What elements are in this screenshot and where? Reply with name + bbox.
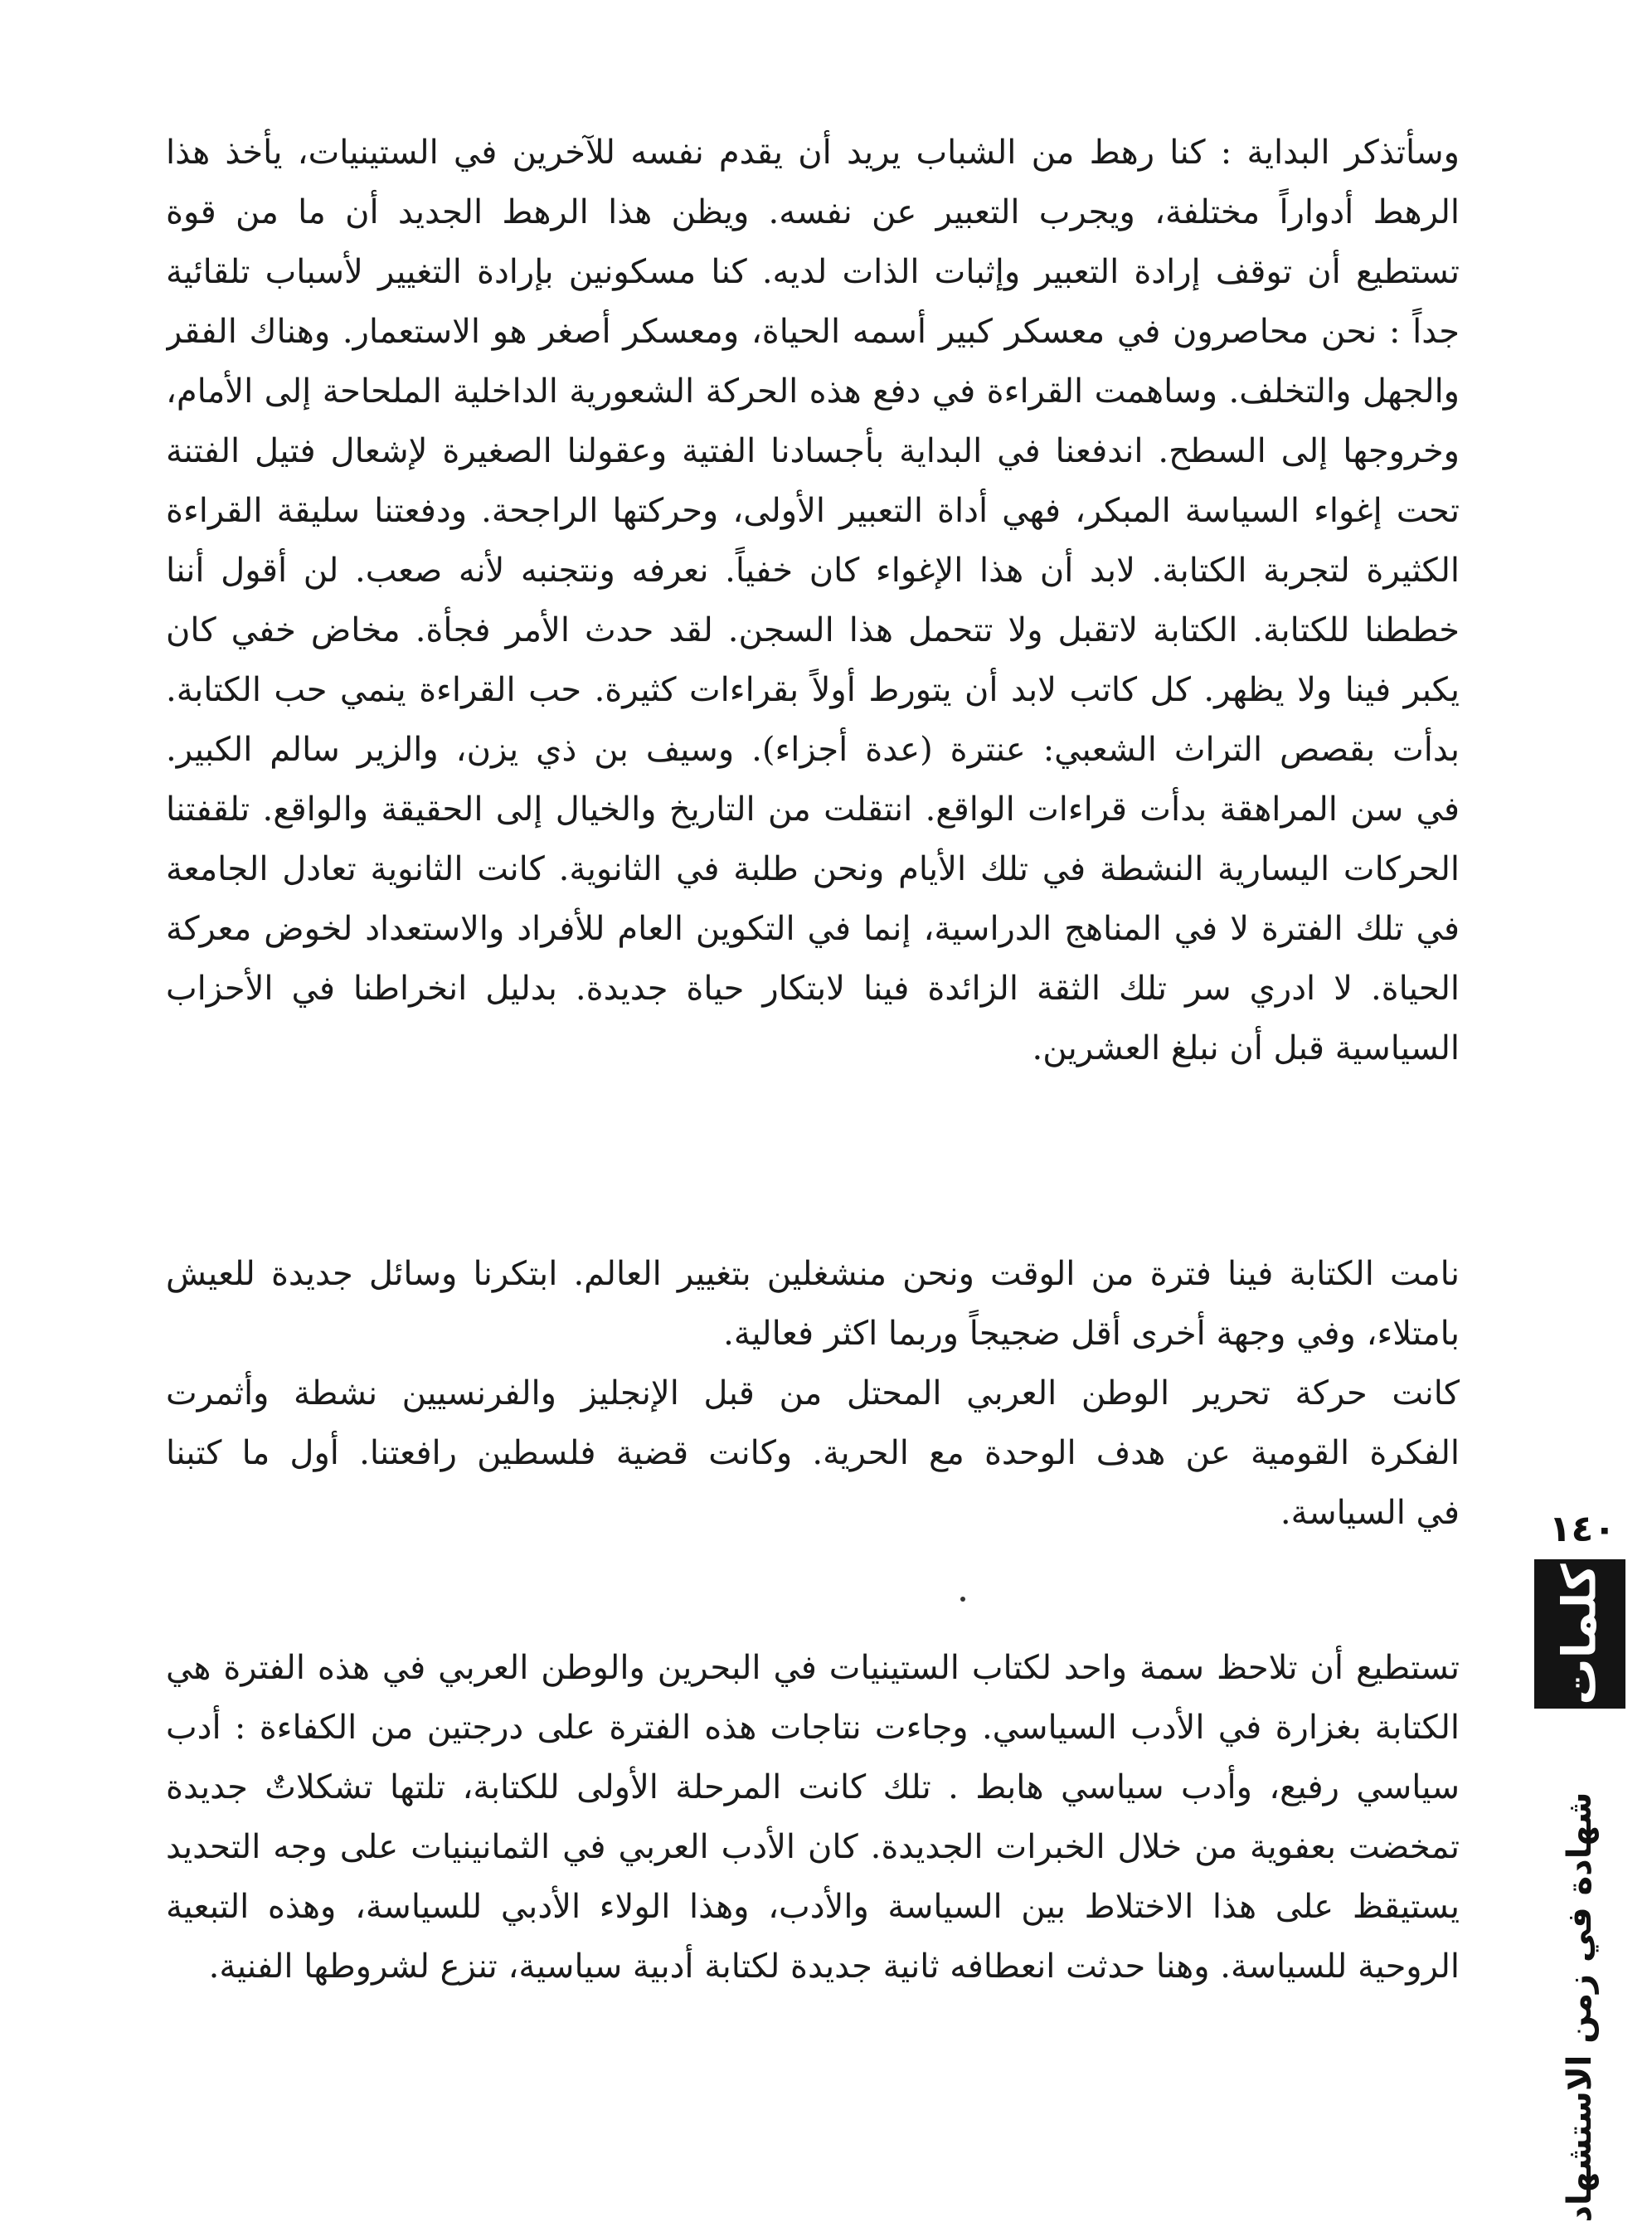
paragraph-1	[166, 123, 1460, 1078]
text-line: تستطيع أن توقف إرادة التعبير وإثبات الذات لديه. كنا مسكونين بإرادة التغيير لأسباب تلقائية	[166, 253, 1460, 291]
text-line: يستيقظ على هذا الاختلاط بين السياسة والأدب، وهذا الولاء الأدبي للسياسة، وهذه التبعية	[166, 1888, 1460, 1926]
text-line: الكثيرة لتجربة الكتابة. لابد أن هذا الإغواء كان خفياً. نعرفه ونتجنبه لأنه صعب. لن أقول أننا	[166, 552, 1460, 590]
text-line: نامت الكتابة فينا فترة من الوقت ونحن منشغلين بتغيير العالم. ابتكرنا وسائل جديدة للعيش	[166, 1255, 1460, 1293]
text-line: في السياسة.	[1280, 1494, 1460, 1532]
text-line: وسأتذكر البداية : كنا رهط من الشباب يريد أن يقدم نفسه للآخرين في الستينيات، يأخذ هذا	[166, 134, 1460, 172]
text-line: الروحية للسياسة. وهنا حدثت انعطافه ثانية جديدة لكتابة أدبية سياسية، تنزع لشروطها الفنية.	[208, 1947, 1460, 1986]
text-line: في تلك الفترة لا في المناهج الدراسية، إنما في التكوين العام للأفراد والاستعداد لخوض معركة	[166, 910, 1460, 948]
text-line: جداً : نحن محاصرون في معسكر كبير أسمه الحياة، ومعسكر أصغر هو الاستعمار. وهناك الفقر	[166, 313, 1460, 351]
text-line: الحركات اليسارية النشطة في تلك الأيام ونحن طلبة في الثانوية. كانت الثانوية تعادل الجامعة	[166, 850, 1460, 888]
text-line: السياسية قبل أن نبلغ العشرين.	[1032, 1029, 1460, 1067]
text-line: الرهط أدواراً مختلفة، ويجرب التعبير عن نفسه. ويظن هذا الرهط الجديد أن ما من قوة	[166, 193, 1460, 231]
paragraph-3	[166, 1638, 1460, 1996]
text-line: كانت حركة تحرير الوطن العربي المحتل من قبل الإنجليز والفرنسيين نشطة وأثمرت	[166, 1374, 1460, 1412]
text-line: يكبر فينا ولا يظهر. كل كاتب لابد أن يتورط أولاً بقراءات كثيرة. حب القراءة ينمي حب الكتابة.	[166, 671, 1460, 709]
text-line: الحياة. لا ادري سر تلك الثقة الزائدة فينا لابتكار حياة جديدة. بدليل انخراطنا في الأحزاب	[166, 970, 1460, 1008]
text-line: تحت إغواء السياسة المبكر، فهي أداة التعبير الأولى، وحركتها الراجحة. ودفعتنا سليقة القراءة	[166, 492, 1460, 530]
text-line: تمخضت بعفوية من خلال الخبرات الجديدة. كان الأدب العربي في الثمانينيات على وجه التحديد	[166, 1828, 1460, 1866]
ink-speck	[960, 1597, 965, 1602]
text-line: الفكرة القومية عن هدف الوحدة مع الحرية. وكانت قضية فلسطين رافعتنا. أول ما كتبنا	[166, 1434, 1460, 1472]
text-line: في سن المراهقة بدأت قراءات الواقع. انتقلت من التاريخ والخيال إلى الحقيقة والواقع. تلقفتنا	[166, 790, 1460, 829]
text-line: خططنا للكتابة. الكتابة لاتقبل ولا تتحمل هذا السجن. لقد حدث الأمر فجأة. مخاض خفي كان	[166, 611, 1460, 649]
text-line: بامتلاء، وفي وجهة أخرى أقل ضجيجاً وربما اكثر فعالية.	[723, 1315, 1460, 1353]
text-line: والجهل والتخلف. وساهمت القراءة في دفع هذه الحركة الشعورية الداخلية الملحاحة إلى الأمام،	[166, 372, 1460, 411]
text-line: سياسي رفيع، وأدب سياسي هابط . تلك كانت المرحلة الأولى للكتابة، تلتها تشكلاتٌ جديدة	[166, 1768, 1460, 1806]
text-line: وخروجها إلى السطح. اندفعنا في البداية بأجسادنا الفتية وعقولنا الصغيرة لإشعال فتيل الفتنة	[166, 432, 1460, 470]
section-subtitle-label: شهادة في زمن الاستشهاد	[1561, 1792, 1599, 2222]
text-line: بدأت بقصص التراث الشعبي: عنترة (عدة أجزاء). وسيف بن ذي يزن، والزير سالم الكبير.	[166, 731, 1460, 769]
page-number: ١٤٠	[1548, 1508, 1616, 1550]
section-tab	[1534, 1559, 1625, 1709]
text-line: الكتابة بغزارة في الأدب السياسي. وجاءت نتاجات هذه الفترة على درجتين من الكفاءة : أدب	[166, 1709, 1460, 1747]
text-line: تستطيع أن تلاحظ سمة واحد لكتاب الستينيات في البحرين والوطن العربي في هذه الفترة هي	[166, 1649, 1460, 1687]
section-tab-label: كلمات	[1552, 1563, 1607, 1705]
paragraph-2	[166, 1244, 1460, 1543]
